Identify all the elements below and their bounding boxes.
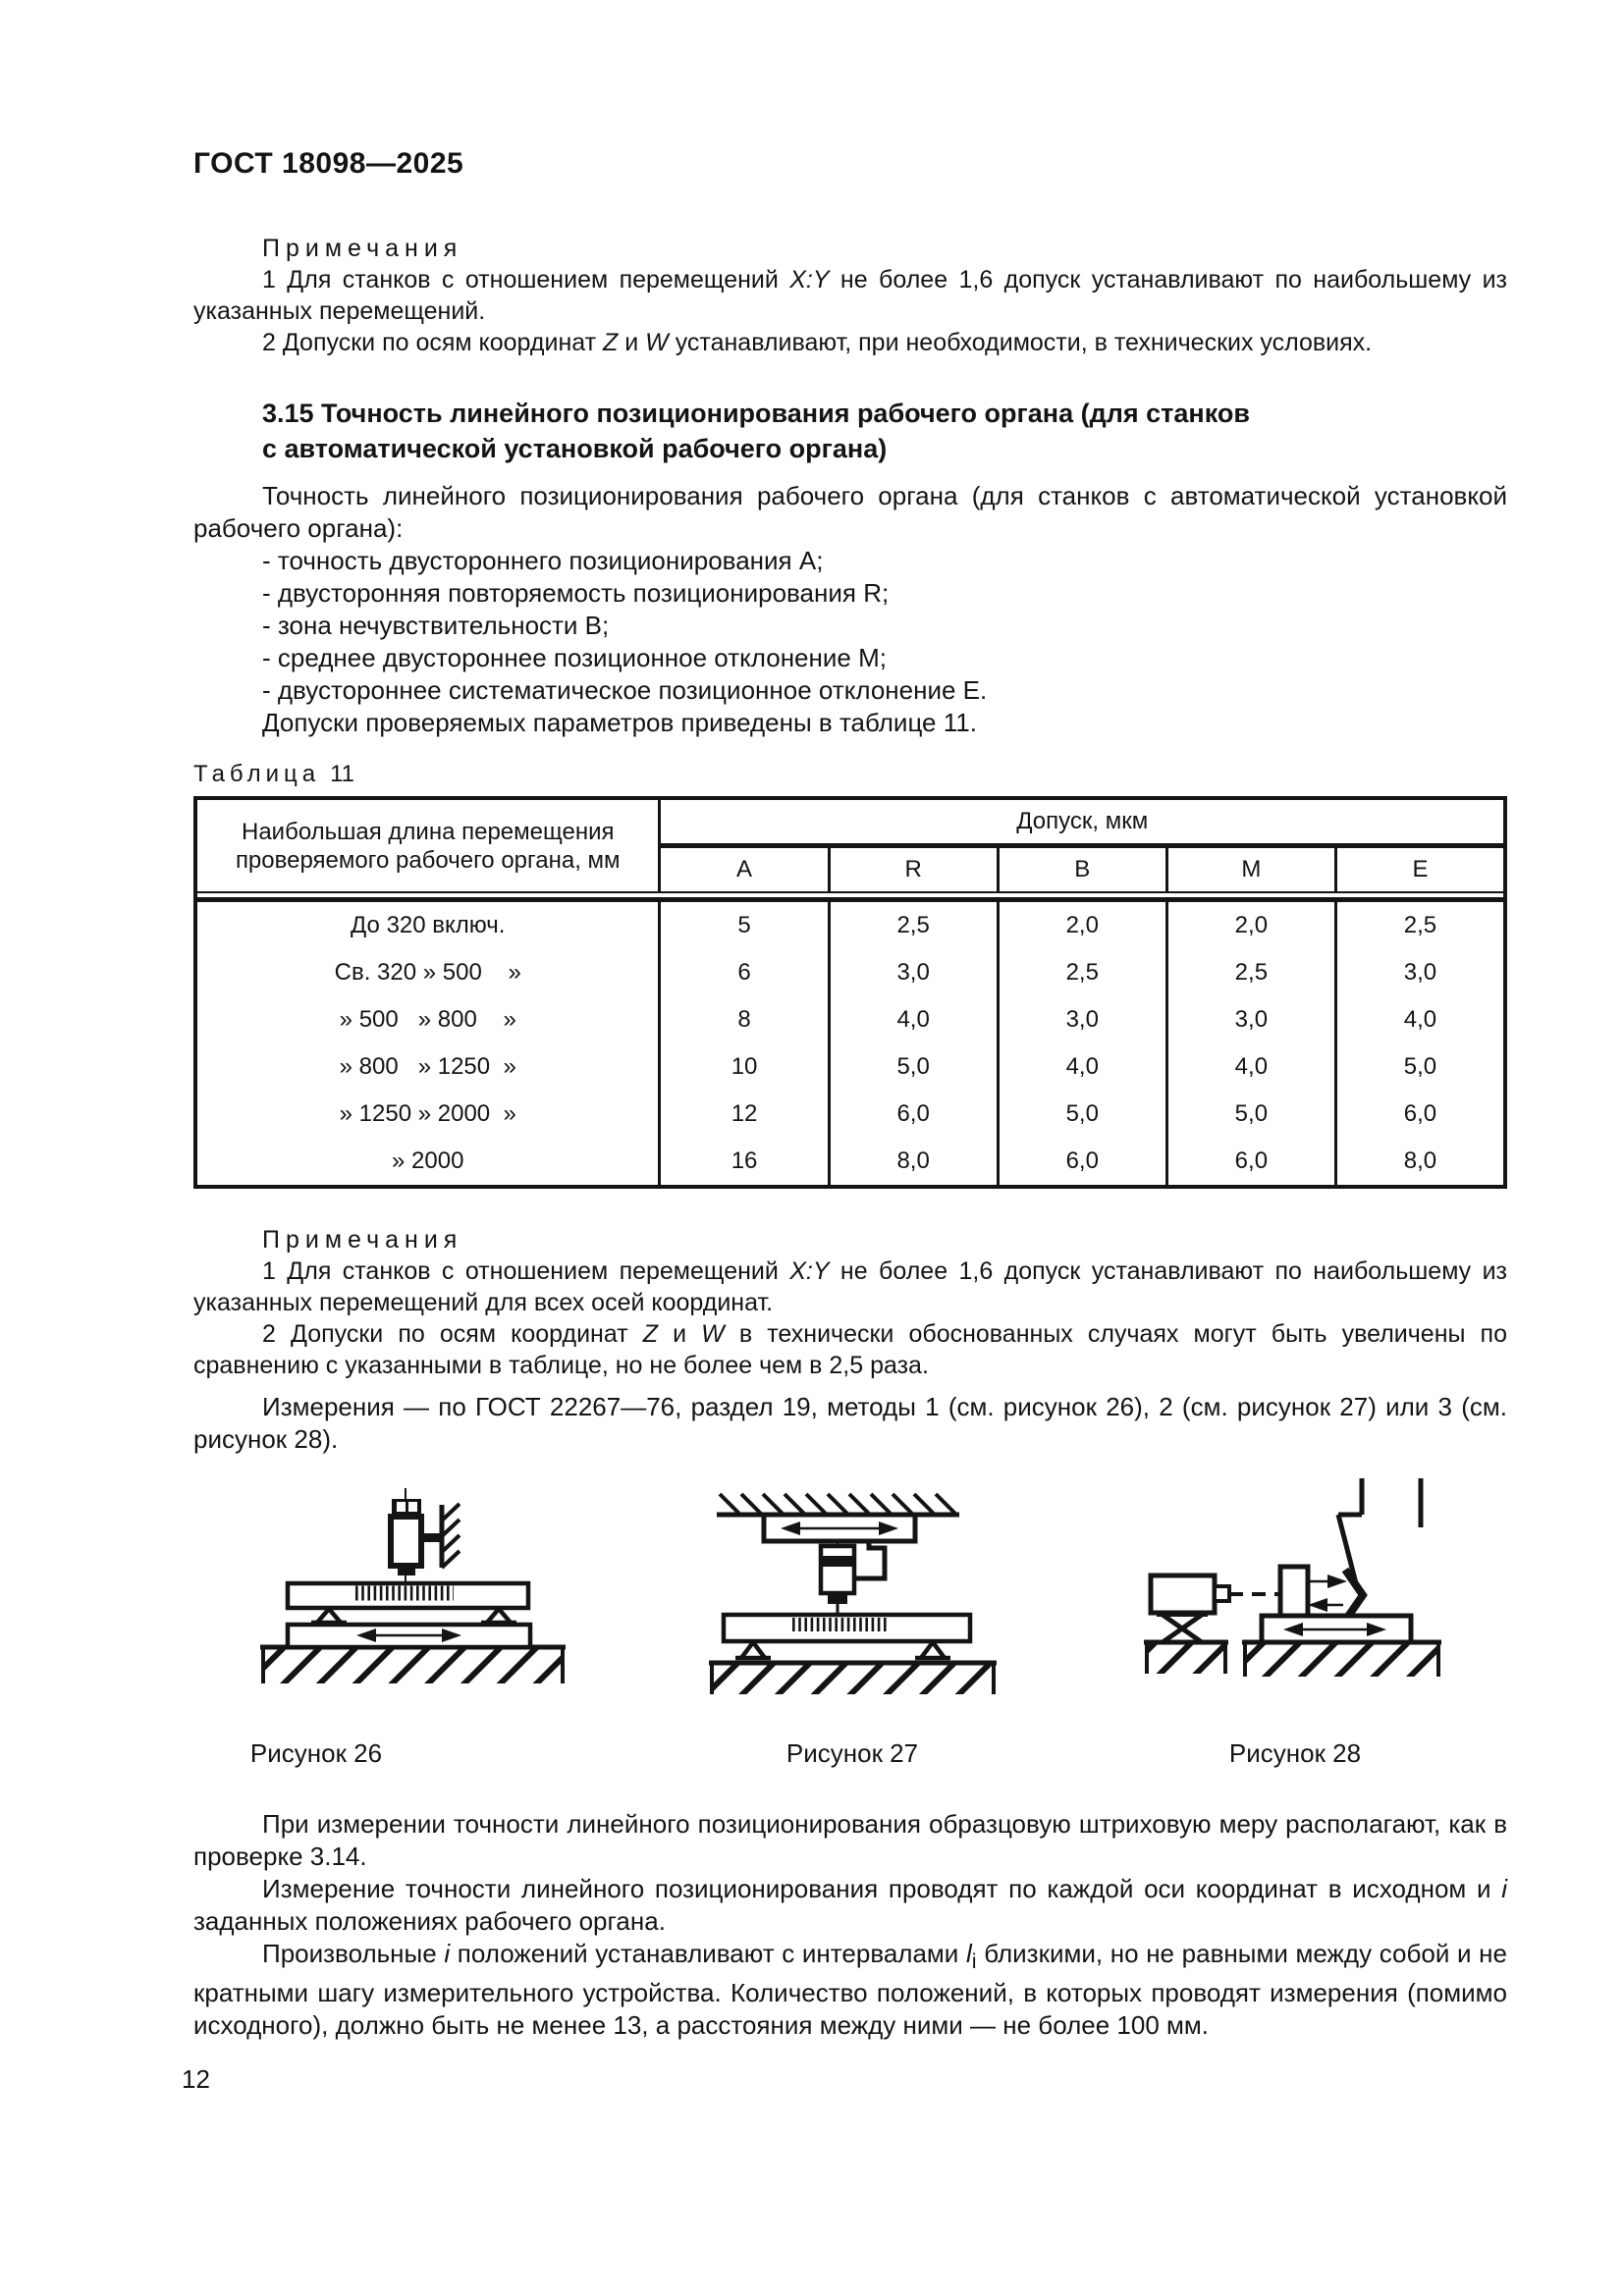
column-header-A: А — [661, 848, 830, 891]
cell-value: 6 — [661, 949, 830, 996]
ground-hatch — [709, 1663, 997, 1694]
variable-i: i — [444, 1939, 451, 1968]
notes-top — [193, 233, 1507, 358]
column-header-M: М — [1168, 848, 1337, 891]
standard-code: ГОСТ 18098—2025 — [193, 147, 464, 180]
section-heading-line1: 3.15 Точность линейного позиционирования рабочего органа (для станков — [262, 399, 1250, 428]
cell-value: 8,0 — [831, 1138, 1000, 1185]
cell-value: 4,0 — [1168, 1043, 1337, 1091]
note-2 — [193, 327, 1507, 358]
cell-range: » 500 » 800 » — [197, 996, 661, 1043]
section-heading-line2: с автоматической установкой рабочего органа) — [262, 434, 888, 463]
corner-reflector — [1338, 1478, 1421, 1621]
cell-range: » 2000 — [197, 1138, 661, 1185]
variable-l-subscript: i — [971, 1949, 977, 1974]
figure-28-diagram — [1144, 1478, 1441, 1677]
note-1-text-cont: не более 1,6 допуск устанавливают по наибольшему из указанных перемещений. — [193, 266, 1507, 325]
ground-hatch — [1144, 1642, 1228, 1674]
cell-value: 2,5 — [831, 902, 1000, 949]
cell-range: Св. 320 » 500 » — [197, 949, 661, 996]
figure-26-diagram — [260, 1488, 566, 1683]
measurement-paragraph: Измерения — по ГОСТ 22267—76, раздел 19, методы 1 (см. рисунок 26), 2 (см. рисунок 27) или 3 (см. рисунок 28). — [193, 1392, 1507, 1454]
note-2-text-mid: и — [658, 1320, 702, 1348]
cell-value: 2,5 — [1403, 912, 1437, 938]
optics-block — [1280, 1567, 1308, 1616]
note-2-text-cont: устанавливают, при необходимости, в технических условиях. — [668, 329, 1373, 356]
variable-xy: X:Y — [789, 1257, 830, 1285]
cell-value: 6,0 — [1403, 1100, 1437, 1127]
variable-l: l — [965, 1939, 972, 1968]
list-item: - двусторонняя повторяемость позиционирования R; — [262, 578, 890, 608]
ground-hatch — [1242, 1642, 1441, 1677]
beam-arrows — [1308, 1575, 1347, 1612]
figures-band — [193, 1475, 1507, 1782]
variable-z: Z — [642, 1320, 659, 1348]
notes-under-table — [193, 1224, 1507, 1381]
note-2-text-cont: в технически обоснованных случаях могут быть увеличены по сравнению с указанными в таблице, но не более чем в 2,5 раза. — [193, 1320, 1507, 1379]
closing-paragraph-3 — [193, 1938, 1507, 2042]
closing-3-text-cont: близкими, но не равными между собой и не кратными шагу измерительного устройства. Количество положений, в которых проводят измерения (помимо исходного), должно быть не менее 13, а расстояния между ними — не более 100 мм. — [193, 1939, 1507, 2041]
closing-2-text-cont: заданных положениях рабочего органа. — [193, 1906, 666, 1936]
cell-value: 8 — [661, 996, 830, 1043]
closing-2-text: Измерение точности линейного позиционирования проводят по каждой оси координат в исходном и — [262, 1874, 1502, 1903]
table-row — [197, 1091, 1503, 1138]
cell-value: 6,0 — [1000, 1138, 1168, 1185]
closing-3-text: Произвольные — [262, 1939, 445, 1968]
table-label-number: 11 — [330, 761, 355, 787]
measurement-diagrams — [193, 1475, 1507, 1711]
knife-edge-support — [735, 1642, 950, 1658]
cell-value: 5,0 — [831, 1043, 1000, 1091]
sensor-bracket — [856, 1541, 885, 1578]
cell-value: 3,0 — [831, 949, 1000, 996]
wall-mount — [421, 1504, 460, 1568]
ground-hatch — [260, 1647, 566, 1683]
table-body — [197, 902, 1503, 1185]
laser-interferometer — [1151, 1575, 1229, 1642]
note-1 — [193, 1255, 1507, 1318]
cell-value: 4,0 — [1000, 1043, 1168, 1091]
cell-value: 5,0 — [1168, 1091, 1337, 1138]
note-1-text: 1 Для станков с отношением перемещений — [262, 1257, 790, 1285]
cell-value: 16 — [661, 1138, 830, 1185]
cell-range: До 320 включ. — [197, 902, 661, 949]
figure-28-caption: Рисунок 28 — [1228, 1738, 1362, 1768]
column-header-range — [197, 800, 661, 891]
column-header-R: R — [831, 848, 1000, 891]
cell-value: 4,0 — [1403, 1006, 1437, 1033]
cell-value: 8,0 — [1403, 1148, 1437, 1174]
tolerance-header-group — [661, 800, 1503, 891]
reading-microscope — [821, 1540, 854, 1615]
closing-paragraph-1: При измерении точности линейного позиционирования образцовую штриховую меру располагают, как в проверке 3.14. — [193, 1809, 1507, 1871]
variable-i: i — [1501, 1874, 1507, 1903]
cell-value: 5 — [661, 902, 830, 949]
notes-title: Примечания — [262, 235, 463, 262]
list-item: - точность двустороннего позиционирования А; — [262, 546, 824, 575]
table-row — [197, 996, 1503, 1043]
cell-value: 2,5 — [1168, 949, 1337, 996]
table-11 — [193, 796, 1507, 1189]
line-scale-bar — [288, 1583, 528, 1608]
line-scale-bar — [724, 1615, 970, 1641]
column-header-range-line1: Наибольшая длина перемещения — [242, 818, 615, 845]
cell-value: 12 — [661, 1091, 830, 1138]
closing-paragraph-2 — [193, 1873, 1507, 1938]
dial-indicator — [391, 1488, 421, 1583]
table-row — [197, 902, 1503, 949]
cell-value: 3,0 — [1403, 959, 1437, 986]
cell-value: 6,0 — [831, 1091, 1000, 1138]
column-header-E: Е — [1412, 856, 1429, 882]
note-2-text: 2 Допуски по осям координат — [262, 329, 603, 356]
section-heading-3-15 — [193, 396, 1507, 466]
list-item: - двустороннее систематическое позиционное отклонение Е. — [262, 675, 988, 705]
note-1 — [193, 264, 1507, 327]
page-number: 12 — [182, 2064, 210, 2094]
list-item: - среднее двустороннее позиционное отклонение М; — [262, 643, 887, 672]
cell-range: » 1250 » 2000 » — [197, 1091, 661, 1138]
cell-value: 6,0 — [1168, 1138, 1337, 1185]
cell-value: 3,0 — [1168, 996, 1337, 1043]
cell-value: 5,0 — [1403, 1053, 1437, 1080]
notes-title: Примечания — [262, 1226, 463, 1254]
cell-value: 10 — [661, 1043, 830, 1091]
table-row — [197, 1043, 1503, 1091]
table-label-word: Таблица — [193, 761, 321, 787]
table-header — [197, 800, 1503, 891]
figure-26-caption: Рисунок 26 — [249, 1738, 383, 1768]
document-page — [193, 0, 1507, 2042]
span-header-tolerance: Допуск, мкм — [661, 800, 1503, 848]
column-header-range-line2: проверяемого рабочего органа, мм — [235, 846, 621, 874]
note-2-text: 2 Допуски по осям координат — [262, 1320, 643, 1348]
variable-w: W — [645, 329, 669, 356]
cell-value: 3,0 — [1000, 996, 1168, 1043]
cell-range: » 800 » 1250 » — [197, 1043, 661, 1091]
figure-27-diagram — [709, 1494, 997, 1694]
cell-value: 2,0 — [1168, 902, 1337, 949]
cell-value: 5,0 — [1000, 1091, 1168, 1138]
note-1-text-cont: не более 1,6 допуск устанавливают по наибольшему из указанных перемещений для всех осей координат. — [193, 1257, 1507, 1316]
note-2 — [193, 1318, 1507, 1381]
ceiling-hatch — [717, 1494, 959, 1515]
cell-value: 2,5 — [1000, 949, 1168, 996]
header-body-divider — [197, 891, 1503, 902]
variable-z: Z — [603, 329, 619, 356]
knife-edge-support — [311, 1609, 516, 1623]
section-intro: Точность линейного позиционирования рабочего органа (для станков с автоматической установкой рабочего органа): — [193, 481, 1507, 543]
cell-value: 2,0 — [1000, 902, 1168, 949]
table-label — [193, 761, 1507, 788]
note-1-text: 1 Для станков с отношением перемещений — [262, 266, 790, 294]
closing-3-text-mid: положений устанавливают с интервалами — [450, 1939, 966, 1968]
variable-xy: X:Y — [789, 266, 830, 294]
cell-value: 4,0 — [831, 996, 1000, 1043]
note-2-text-mid: и — [618, 329, 646, 356]
figure-27-caption: Рисунок 27 — [785, 1738, 919, 1768]
table-row — [197, 949, 1503, 996]
column-header-B: В — [1000, 848, 1168, 891]
parameter-header-row — [661, 848, 1503, 891]
table-row — [197, 1138, 1503, 1185]
section-outro: Допуски проверяемых параметров приведены в таблице 11. — [262, 708, 977, 737]
variable-w: W — [701, 1320, 725, 1348]
list-item: - зона нечувствительности В; — [262, 611, 610, 640]
